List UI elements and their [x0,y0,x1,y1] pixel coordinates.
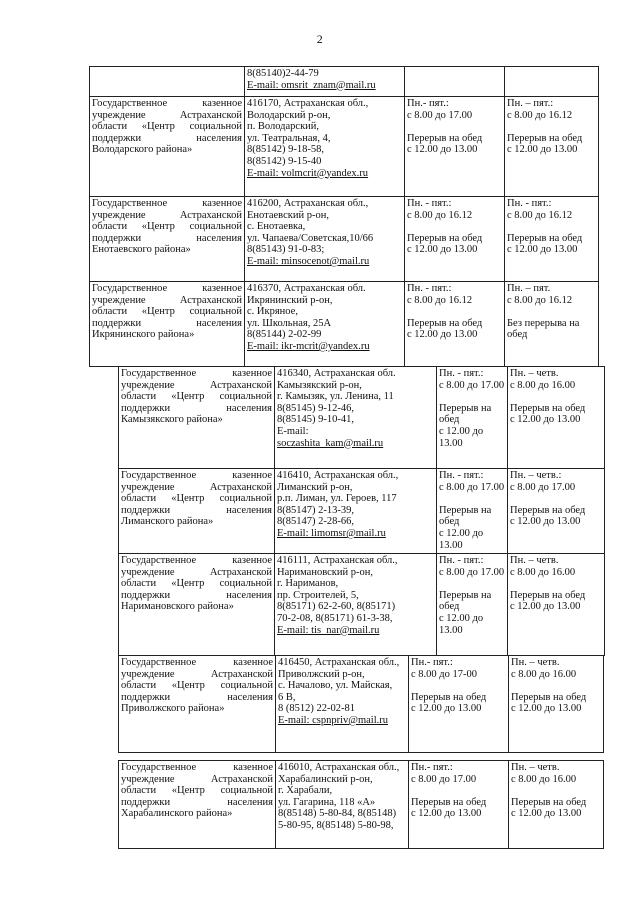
hours-alt-line [510,493,602,505]
working-hours-cell [437,468,507,553]
organization-name: Государственное казенное учреждение Астраханской области «Центр социальной поддержки населения Камызякского района» [121,368,272,426]
address-line: Приволжский р-он, [278,668,365,680]
hours-alt-line: Пн. – четв. [511,657,560,668]
table-row [0,96,640,196]
hours-line: Пн.- пят.: [407,98,449,109]
hours-line: с 12.00 до 13.00 [411,703,482,715]
hours-alt-line: с 8.00 до 16.12 [507,209,573,221]
address-line: 416340, Астраханская обл. [277,368,396,379]
hours-alt-line: Пн. – пят. [507,283,551,294]
hours-alt-line: с 12.00 до 13.00 [507,244,578,256]
address-line: 8(85142) 9-18-58, [247,144,324,156]
address-line: 8(85147) 2-13-39, [277,504,354,516]
address-line: Володарский р-он, [247,109,331,121]
working-hours-cell [409,760,508,848]
column-border [598,281,599,367]
organization-name: Государственное казенное учреждение Астраханской области «Центр социальной поддержки населения Енотаевского района» [92,198,242,256]
address-line: E-mail: minsocenot@mail.ru [247,255,370,267]
table-row [0,281,640,366]
hours-alt-line: Перерыв на обед [510,504,586,516]
hours-alt-line: Перерыв на обед [511,796,587,808]
row-border-top [118,468,604,469]
column-border [604,468,605,554]
hours-line [439,391,505,403]
hours-line: с 12.00 до 13.00 [439,425,484,449]
column-border [275,655,276,753]
column-border [244,96,245,197]
row-border-bottom [118,848,603,849]
column-border [89,66,90,97]
hours-line: с 12.00 до 13.00 [407,144,478,156]
table-row [0,655,640,752]
table-row [0,760,640,848]
working-hours-alt-cell [505,281,598,366]
column-border [118,760,119,849]
column-border [603,760,604,849]
hours-alt-line: с 12.00 до 13.00 [510,601,581,613]
column-border [244,66,245,97]
hours-line: Перерыв на обед [411,691,487,703]
column-border [89,196,90,282]
address-line: E-mail: tis_nar@mail.ru [277,624,380,636]
working-hours-alt-cell [509,760,603,848]
organization-name: Государственное казенное учреждение Астраханской области «Центр социальной поддержки населения Наримановского района» [121,555,272,613]
column-border [118,553,119,656]
hours-alt-line: Без перерыва на [507,317,580,329]
hours-line: Пн. - пят.: [407,283,452,294]
column-border [404,96,405,197]
organization-cell [119,468,274,553]
column-border [408,655,409,753]
hours-line: с 8.00 до 17.00 [439,481,505,493]
hours-alt-line: Перерыв на обед [510,589,586,601]
address-line: 8(85148) 5-80-84, 8(85148) [278,808,397,820]
hours-alt-line: Пн. – четв. [510,555,559,566]
address-line: E-mail: omsrit_znam@mail.ru [247,79,376,91]
working-hours-cell [405,96,504,196]
working-hours-alt-cell [508,468,604,553]
hours-alt-line: с 8.00 до 17.00 [510,481,576,493]
hours-line: Перерыв на обед [407,232,483,244]
address-line: E-mail: limomsr@mail.ru [277,527,386,539]
address-line: 416450, Астраханская обл., [278,657,400,668]
row-border-top [118,553,604,554]
address-line: 416200, Астраханская обл., [247,198,369,209]
hours-alt-line: Перерыв на обед [510,402,586,414]
address-line: Лиманский р-он, [277,481,353,493]
hours-line: Пн. - пят.: [439,555,484,566]
hours-alt-line [507,121,596,133]
hours-line: с 8.00 до 16.12 [407,209,473,221]
column-border [89,281,90,367]
hours-line [411,785,506,797]
row-border-top [89,196,598,197]
hours-alt-line: с 12.00 до 13.00 [507,144,578,156]
table-row [0,553,640,655]
address-line: 8(85143) 91-0-83; [247,244,325,256]
address-line: 5-80-95, 8(85148) 5-80-98, [278,819,394,831]
hours-line [407,306,502,318]
hours-alt-line [511,680,601,692]
hours-line [407,121,502,133]
address-cell [245,66,404,96]
organization-cell [119,366,274,468]
address-line: 416410, Астраханская обл., [277,470,399,481]
address-line: Енотаевский р-он, [247,209,329,221]
table-row [0,196,640,281]
column-border [118,655,119,753]
hours-line: Перерыв на обед [407,132,483,144]
hours-alt-line: Перерыв на обед [507,232,583,244]
column-border [274,553,275,656]
address-line: ул. Школьная, 25А [247,317,332,329]
column-border [404,281,405,367]
hours-alt-line [507,221,596,233]
column-border [604,553,605,656]
working-hours-alt-cell [508,366,604,468]
address-line: 8(85140)2-44-79 [247,68,319,79]
hours-alt-line: Пн. - пят.: [507,198,552,209]
row-border-top [89,96,598,97]
hours-alt-line: с 8.00 до 16.00 [510,566,576,578]
hours-alt-line: Пн. – пят.: [507,98,554,109]
column-border [118,468,119,554]
hours-line: Пн. - пят.: [407,198,452,209]
organization-name: Государственное казенное учреждение Астраханской области «Центр социальной поддержки населения Володарского района» [92,98,242,156]
address-line: E-mail: [277,425,309,437]
hours-line: с 8.00 до 17.00 [411,773,477,785]
hours-alt-line: обед [507,329,528,341]
address-line: 416170, Астраханская обл., [247,98,369,109]
organization-cell [90,196,244,281]
hours-alt-line: с 12.00 до 13.00 [511,703,582,715]
hours-line: Перерыв на обед [439,402,492,426]
organization-cell [90,281,244,366]
column-border [118,366,119,469]
hours-alt-line: с 8.00 до 16.00 [510,379,576,391]
table-row [0,468,640,553]
column-border [507,468,508,554]
column-border [274,366,275,469]
organization-name: Государственное казенное учреждение Астраханской области «Центр социальной поддержки населения Икрянинского района» [92,283,242,341]
row-border-top [89,281,598,282]
organization-cell [119,553,274,655]
hours-alt-line: Пн. – четв.: [510,470,562,481]
hours-line: Перерыв на обед [411,796,487,808]
hours-alt-line [510,578,602,590]
hours-alt-line: Перерыв на обед [507,132,583,144]
address-line: 6 В, [278,691,296,703]
column-border [504,66,505,97]
column-border [274,468,275,554]
working-hours-cell [409,655,508,752]
address-line: г. Харабали, [278,785,333,797]
row-border-top [118,366,604,367]
working-hours-alt-cell [505,66,598,96]
address-line: Харабалинский р-он, [278,773,373,785]
hours-line [407,221,502,233]
row-border-top [118,760,603,761]
hours-line [439,493,505,505]
address-line: г. Камызяк, ул. Ленина, 11 [277,391,394,403]
hours-line: Пн. - пят.: [439,470,484,481]
row-border-top [89,66,598,67]
address-line: 8(85145) 9-12-46, [277,402,354,414]
hours-line: Пн.- пят.: [411,657,453,668]
column-border [244,196,245,282]
address-line: ул. Театральная, 4, [247,132,331,144]
address-line: E-mail: cspnpriv@mail.ru [278,714,388,726]
organization-cell [90,66,244,96]
hours-alt-line: с 8.00 до 16.00 [511,668,577,680]
column-border [507,366,508,469]
address-line: soczashita_kam@mail.ru [277,437,384,449]
working-hours-cell [405,196,504,281]
address-line: 8(85142) 9-15-40 [247,155,322,167]
address-line: с. Началово, ул. Майская, [278,680,393,692]
working-hours-alt-cell [505,196,598,281]
address-cell [245,281,404,366]
working-hours-alt-cell [505,96,598,196]
working-hours-cell [405,281,504,366]
column-border [604,366,605,469]
working-hours-cell [437,366,507,468]
column-border [89,96,90,197]
address-line: Икрянинский р-он, [247,294,333,306]
hours-alt-line [511,785,601,797]
address-cell [275,468,436,553]
column-border [598,66,599,97]
hours-line: с 8.00 до 17.00 [439,566,505,578]
column-border [507,553,508,656]
address-line: 8(85147) 2-28-66, [277,516,354,528]
hours-line: с 8.00 до 17.00 [407,109,473,121]
address-line: с. Икряное, [247,306,298,318]
address-line: 8(85171) 62-2-60, 8(85171) [277,601,396,613]
column-border [603,655,604,753]
hours-alt-line: с 8.00 до 16.12 [507,294,573,306]
working-hours-alt-cell [509,655,603,752]
column-border [436,553,437,656]
organization-cell [90,96,244,196]
address-cell [245,196,404,281]
address-cell [275,553,436,655]
hours-alt-line: с 12.00 до 13.00 [510,414,581,426]
hours-line: с 12.00 до 13.00 [407,244,478,256]
hours-line: Пн.- пят.: [411,762,453,773]
organization-name: Государственное казенное учреждение Астраханской области «Центр социальной поддержки населения Харабалинского района» [121,762,273,820]
hours-line: с 12.00 до 13.00 [439,527,484,551]
working-hours-cell [405,66,504,96]
column-border [436,366,437,469]
column-border [244,281,245,367]
row-border-bottom [118,752,603,753]
hours-line: с 8.00 до 17-00 [411,668,477,680]
address-line: Камызякский р-он, [277,379,362,391]
address-line: 416111, Астраханская обл., [277,555,398,566]
column-border [275,760,276,849]
address-line: ул. Чапаева/Советская,10/66 [247,232,374,244]
address-cell [275,366,436,468]
column-border [504,281,505,367]
row-border-top [118,655,603,656]
hours-alt-line: с 8.00 до 16.12 [507,109,573,121]
address-line: ул. Гагарина, 118 «А» [278,796,376,808]
organization-cell [119,760,275,848]
column-border [598,96,599,197]
hours-alt-line [507,306,596,318]
column-border [504,96,505,197]
hours-alt-line: Пн. – четв. [510,368,559,379]
column-border [408,760,409,849]
column-border [598,196,599,282]
address-line: Наримановский р-он, [277,566,373,578]
address-line: р.п. Лиман, ул. Героев, 117 [277,493,397,505]
hours-line: Перерыв на обед [407,317,483,329]
working-hours-cell [437,553,507,655]
address-cell [276,760,408,848]
address-line: 416370, Астраханская обл. [247,283,366,294]
table-row [0,66,640,96]
hours-line: с 8.00 до 17.00 [439,379,505,391]
hours-line: Пн. - пят.: [439,368,484,379]
working-hours-alt-cell [508,553,604,655]
table-row [0,366,640,468]
column-border [508,760,509,849]
hours-line: Перерыв на обед [439,589,492,613]
hours-line: с 8.00 до 16.12 [407,294,473,306]
hours-line [439,578,505,590]
hours-line: с 12.00 до 13.00 [411,808,482,820]
address-line: 8(85144) 2-02-99 [247,329,322,341]
column-border [504,196,505,282]
column-border [436,468,437,554]
address-line: 8 (8512) 22-02-81 [278,703,355,715]
hours-line: с 12.00 до 13.00 [407,329,478,341]
hours-alt-line: с 8.00 до 16.00 [511,773,577,785]
address-line: 70-2-08, 8(85171) 61-3-38, [277,612,393,624]
hours-line: Перерыв на обед [439,504,492,528]
hours-alt-line: с 12.00 до 13.00 [510,516,581,528]
address-line: 8(85145) 9-10-41, [277,414,354,426]
hours-alt-line: Перерыв на обед [511,691,587,703]
column-border [404,196,405,282]
hours-line [411,680,506,692]
address-line: пр. Строителей, 5, [277,589,359,601]
column-border [404,66,405,97]
address-line: п. Володарский, [247,121,320,133]
address-cell [245,96,404,196]
hours-line: с 12.00 до 13.00 [439,612,484,636]
column-border [508,655,509,753]
hours-alt-line: Пн. – четв. [511,762,560,773]
address-cell [276,655,408,752]
hours-alt-line: с 12.00 до 13.00 [511,808,582,820]
hours-alt-line [510,391,602,403]
address-line: E-mail: ikr-mcrit@yandex.ru [247,340,370,352]
address-line: 416010, Астраханская обл., [278,762,400,773]
address-line: г. Нариманов, [277,578,339,590]
organization-name: Государственное казенное учреждение Астраханской области «Центр социальной поддержки населения Приволжского района» [121,657,273,715]
organization-cell [119,655,275,752]
address-line: с. Енотаевка, [247,221,306,233]
address-line: E-mail: volmcrit@yandex.ru [247,167,369,179]
organization-name: Государственное казенное учреждение Астраханской области «Центр социальной поддержки населения Лиманского района» [121,470,272,528]
page-number: 2 [316,32,324,46]
